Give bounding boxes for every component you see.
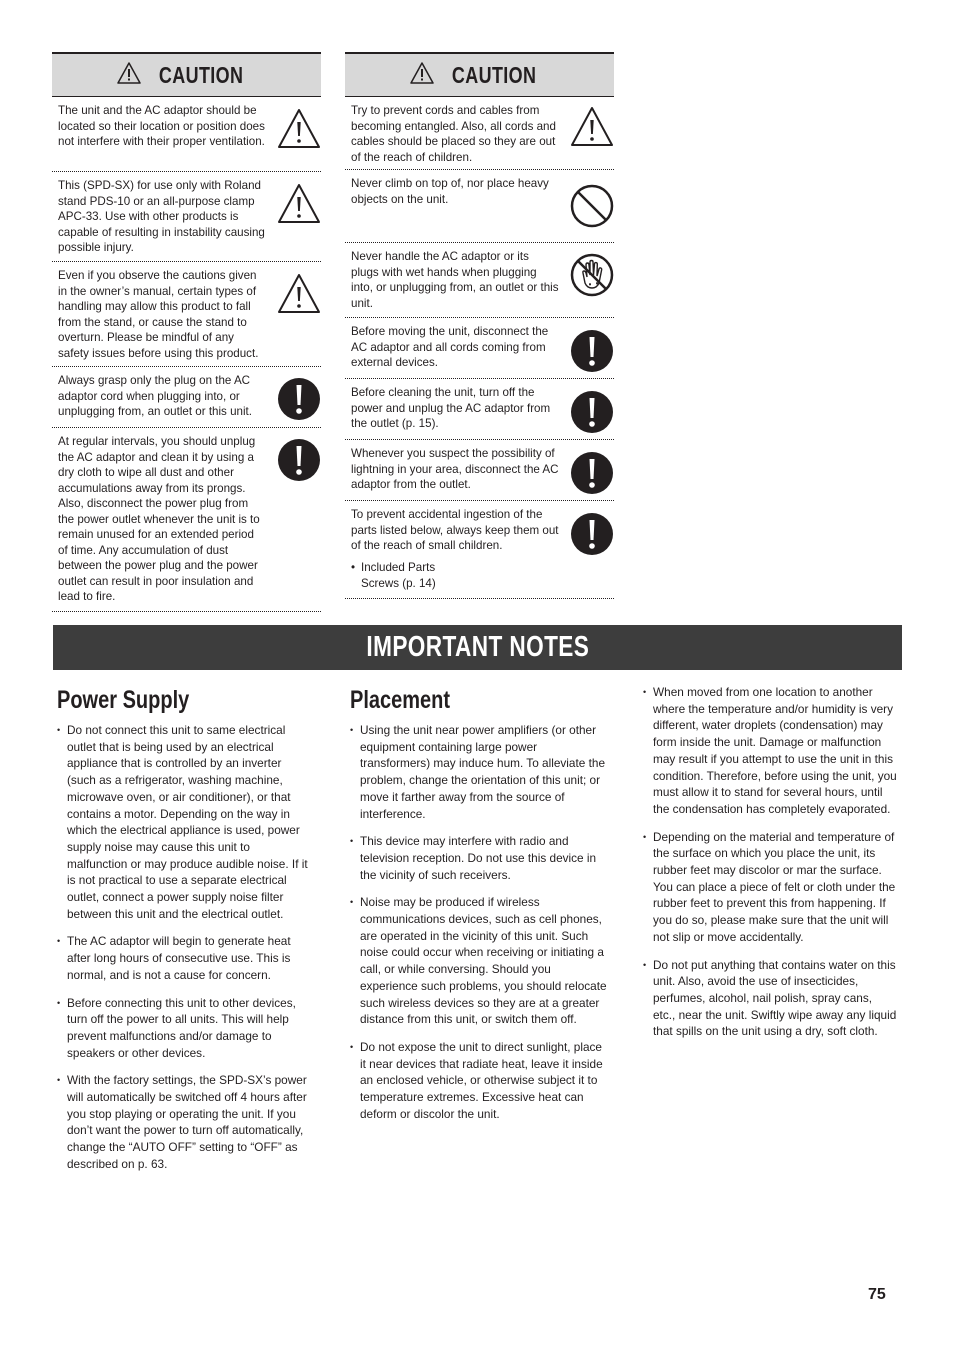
- caution-text: To prevent accidental ingestion of the parts listed below, always keep them out of the reach of small children.: [351, 508, 559, 552]
- mandatory-action-icon: [570, 329, 614, 373]
- no-wet-hands-icon: [570, 253, 614, 297]
- warning-triangle-icon: [277, 272, 321, 316]
- warning-triangle-icon: [117, 62, 141, 89]
- power-supply-list: [57, 722, 312, 1184]
- list-item: • Depending on the material and temperature of the surface on which you place the unit, its rubber feet may discolor or mar the surface. You can place a piece of felt or cloth under the rubber feet to prevent this from happening. If you do so, please make sure that the unit will not slip or move accidentally.: [643, 829, 897, 946]
- caution-text: Never handle the AC adaptor or its plugs with wet hands when plugging into, or unplugging from, an outlet or this unit.: [351, 250, 559, 310]
- list-item: • Do not put anything that contains water on this unit. Also, avoid the use of insecticides, perfumes, alcohol, nail polish, spray cans, etc., near the unit. Swiftly wipe away any liquid that spills on the unit using a dry, soft cloth.: [643, 957, 897, 1041]
- warning-triangle-icon: [570, 105, 614, 149]
- caution-text: This (SPD-SX) for use only with Roland stand PDS-10 or an all-purpose clamp APC-33. Use with other products is capable of resulting in instability causing possible injury.: [58, 179, 265, 254]
- list-item: • Do not connect this unit to same electrical outlet that is being used by an electrical appliance that is controlled by an inverter (such as a refrigerator, washing machine, microwave oven, or air conditioner), or that contains a motor. Depending on the way in which the electrical appliance is used, power supply noise may cause this unit to malfunction or may produce audible noise. If it is not practical to use a separate electrical outlet, connect a power supply noise filter between this unit and the electrical outlet.: [57, 722, 312, 922]
- caution-title: CAUTION: [452, 61, 537, 88]
- important-notes-banner: [53, 625, 902, 670]
- mandatory-action-icon: [570, 390, 614, 434]
- caution-text: The unit and the AC adaptor should be located so their location or position does not interfere with their proper ventilation.: [58, 104, 265, 148]
- caution-item: [345, 97, 614, 170]
- caution-item: [345, 170, 614, 243]
- mandatory-action-icon: [570, 451, 614, 495]
- banner-title: IMPORTANT NOTES: [366, 631, 589, 663]
- warning-triangle-icon: [277, 107, 321, 151]
- caution-title: CAUTION: [159, 61, 244, 88]
- caution-text: Before moving the unit, disconnect the AC adaptor and all cords coming from external devices.: [351, 325, 549, 369]
- list-item: • Noise may be produced if wireless communications devices, such as cell phones, are operated in the vicinity of this unit. Such noise could occur when receiving or initiating a call, or while conversing. Should you experience such problems, you should relocate such wireless devices so they are at a greater distance from this unit, or switch them off.: [350, 894, 608, 1028]
- prohibition-icon: [570, 184, 614, 228]
- list-item: • The AC adaptor will begin to generate heat after long hours of consecutive use. This is normal, and is not a cause for concern.: [57, 933, 312, 983]
- caution-text: Try to prevent cords and cables from becoming entangled. Also, all cords and cables should be placed so they are out of the reach of children.: [351, 104, 556, 164]
- caution-heading-left: [52, 52, 321, 97]
- page-number: 75: [868, 1286, 886, 1303]
- caution-item: [52, 97, 321, 172]
- subitem-line: Screws (p. 14): [361, 576, 436, 590]
- caution-text: Never climb on top of, nor place heavy objects on the unit.: [351, 177, 549, 206]
- subitem-line: Included Parts: [361, 561, 436, 574]
- caution-item: [52, 172, 321, 262]
- caution-text: At regular intervals, you should unplug the AC adaptor and clean it by using a dry cloth to wipe all dust and other accumulations away from its prongs. Also, disconnect the power plug from the power outlet whenever the unit is to remain unused for an extended period of time. Any accumulation of dust between the power plug and the power outlet can result in poor insulation and lead to fire.: [58, 435, 260, 603]
- caution-item: [52, 262, 321, 367]
- placement-list: [350, 722, 608, 1133]
- caution-item: [52, 428, 321, 612]
- list-item: • Before connecting this unit to other devices, turn off the power to all units. This will help prevent malfunctions and/or damage to speakers or other devices.: [57, 995, 312, 1062]
- mandatory-action-icon: [570, 512, 614, 556]
- caution-text: Whenever you suspect the possibility of lightning in your area, disconnect the AC adaptor from the outlet.: [351, 447, 559, 491]
- list-item: • With the factory settings, the SPD-SX’s power will automatically be switched off 4 hours after you stop playing or operating the unit. If you don’t want the power to turn off automatically, change the “AUTO OFF” setting to “OFF” as described on p. 63.: [57, 1072, 312, 1172]
- mandatory-action-icon: [277, 377, 321, 421]
- caution-heading-right: [345, 52, 614, 97]
- placement-list-continued: [643, 684, 897, 1051]
- list-item: • Using the unit near power amplifiers (or other equipment containing large power transformers) may induce hum. To alleviate the problem, change the orientation of this unit; or move it farther away from the source of interference.: [350, 722, 608, 822]
- warning-triangle-icon: [410, 62, 434, 89]
- warning-triangle-icon: [277, 182, 321, 226]
- placement-heading: Placement: [350, 686, 451, 714]
- list-item: • This device may interfere with radio and television reception. Do not use this device in the vicinity of such receivers.: [350, 833, 608, 883]
- caution-text: Even if you observe the cautions given in the owner’s manual, certain types of handling may allow this product to fall from the stand, or cause the stand to overturn. Please be mindful of any safety issues before using this product.: [58, 269, 259, 360]
- list-item: • When moved from one location to another where the temperature and/or humidity is very different, water droplets (condensation) may form inside the unit. Damage or malfunction may result if you attempt to use the unit in this condition. Therefore, before using the unit, you must allow it to stand for several hours, until the condensation has completely evaporated.: [643, 684, 897, 818]
- caution-box-left: [52, 52, 321, 612]
- caution-item: [345, 318, 614, 379]
- caution-text: Before cleaning the unit, turn off the power and unplug the AC adaptor from the outlet (p. 15).: [351, 386, 551, 430]
- caution-item: [345, 243, 614, 318]
- caution-box-right: [345, 52, 614, 599]
- caution-subitem: • Included Parts Screws (p. 14): [351, 561, 436, 590]
- mandatory-action-icon: [277, 438, 321, 482]
- caution-item: [345, 501, 614, 599]
- caution-item: [345, 440, 614, 501]
- caution-text: Always grasp only the plug on the AC adaptor cord when plugging into, or unplugging from, an outlet or this unit.: [58, 374, 252, 418]
- list-item: • Do not expose the unit to direct sunlight, place it near devices that radiate heat, leave it inside an enclosed vehicle, or otherwise subject it to temperature extremes. Excessive heat can deform or discolor the unit.: [350, 1039, 608, 1123]
- power-supply-heading: Power Supply: [57, 686, 190, 714]
- caution-item: [345, 379, 614, 440]
- caution-item: [52, 367, 321, 428]
